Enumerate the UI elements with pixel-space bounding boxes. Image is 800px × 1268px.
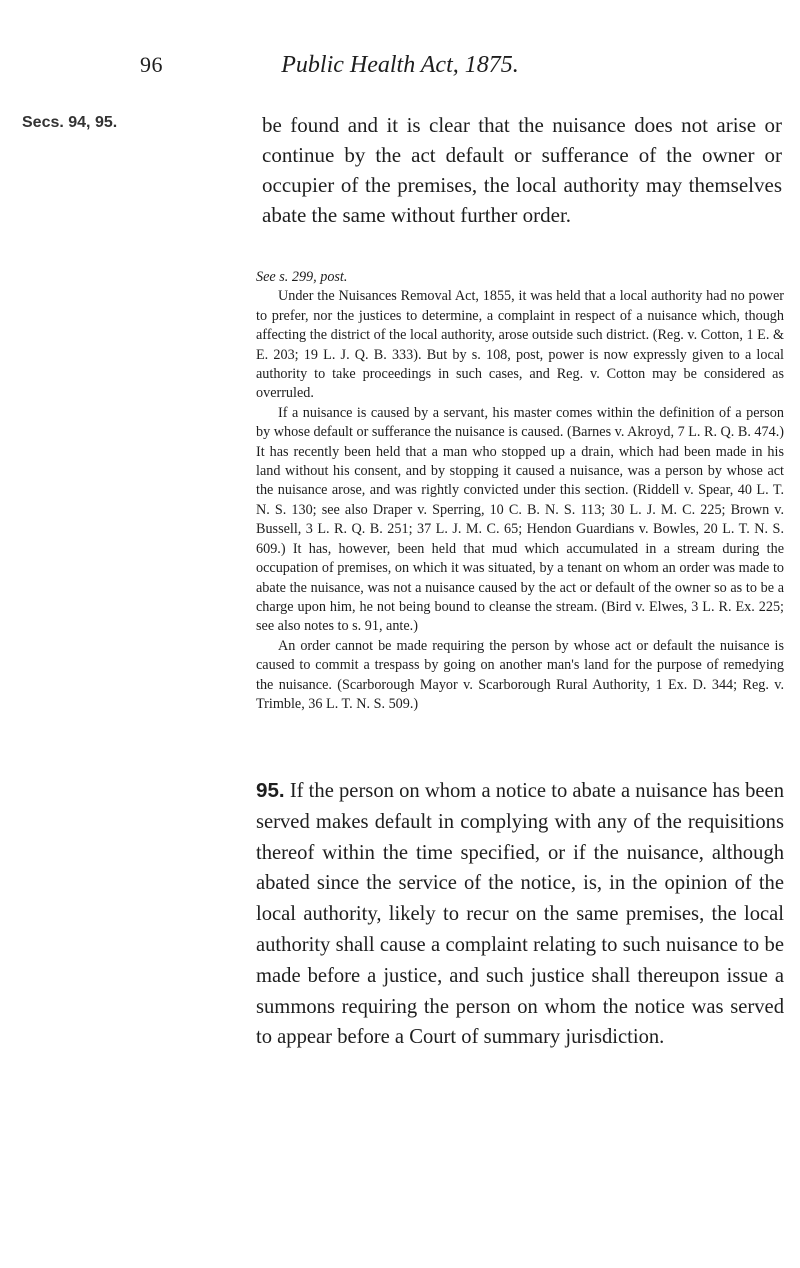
note-paragraph-2: If a nuisance is caused by a servant, his master comes within the definition of a person by whose default or sufferance the nuisance is caused. (Barnes v. Akroyd, 7 L. R. Q. B. 474.) It has recently been held that a man who stopped up a drain, which had been made in his land without his consent, and by stopping it caused a nuisance, was a person by whose act the nuisance arose, and was rightly convicted under this section. (Riddell v. Spear, 40 L. T. N. S. 130; see also Draper v. Sperring, 10 C. B. N. S. 113; 30 L. J. M. C. 225; Brown v. Bussell, 3 L. R. Q. B. 251; 37 L. J. M. C. 65; Hendon Guardians v. Bowles, 20 L. T. N. S. 609.) It has, however, been held that mud which accumulated in a stream during the occupation of premises, on which it was situated, by a tenant on whom an order was made to abate the nuisance, was not a nuisance caused by the act or default of the owner so as to be a charge upon him, he not being bound to cleanse the stream. (Bird v. Elwes, 3 L. R. Ex. 225; see also notes to s. 91, ante.): [256, 404, 784, 635]
see-reference-text: See s. 299, post.: [256, 269, 348, 285]
note-paragraph-3: An order cannot be made requiring the person by whose act or default the nuisance is caused to commit a trespass by going on another man's land for the purpose of remedying the nuisance. (Scarborough Mayor v. Scarborough Rural Authority, 1 Ex. D. 344; Reg. v. Trimble, 36 L. T. N. S. 509.): [256, 637, 784, 712]
annotation-notes: [256, 268, 784, 714]
note-paragraph-1: Under the Nuisances Removal Act, 1855, it was held that a local authority had no power to prefer, nor the justices to determine, a complaint in respect of a nuisance which, though affecting the district of the local authority, arose outside such district. (Reg. v. Cotton, 1 E. & E. 203; 19 L. J. Q. B. 333). But by s. 108, post, power is now expressly given to a local authority to take proceedings in such cases, and Reg. v. Cotton may be considered as overruled.: [256, 288, 784, 402]
section-number: 95.: [256, 779, 285, 802]
page-number: 96: [140, 52, 163, 77]
section-margin-note: Secs. 94, 95.: [22, 114, 118, 131]
continuation-paragraph: be found and it is clear that the nuisance does not arise or continue by the act default or sufferance of the owner or occupier of the premises, the local authority may themselves abate the same without further order.: [262, 113, 782, 227]
section-95: [256, 776, 784, 1053]
running-title: Public Health Act, 1875.: [281, 52, 519, 78]
section-text: If the person on whom a notice to abate a nuisance has been served makes default in complying with any of the requisitions thereof within the time specified, or if the nuisance, although abated since the service of the notice, is, in the opinion of the local authority, likely to recur on the same premises, the local authority shall cause a complaint relating to such nuisance to be made before a justice, and such justice shall thereupon issue a summons requiring the person on whom the notice was served to appear before a Court of summary jurisdiction.: [256, 780, 784, 1049]
see-reference: [256, 268, 784, 287]
page-header: [0, 52, 800, 82]
